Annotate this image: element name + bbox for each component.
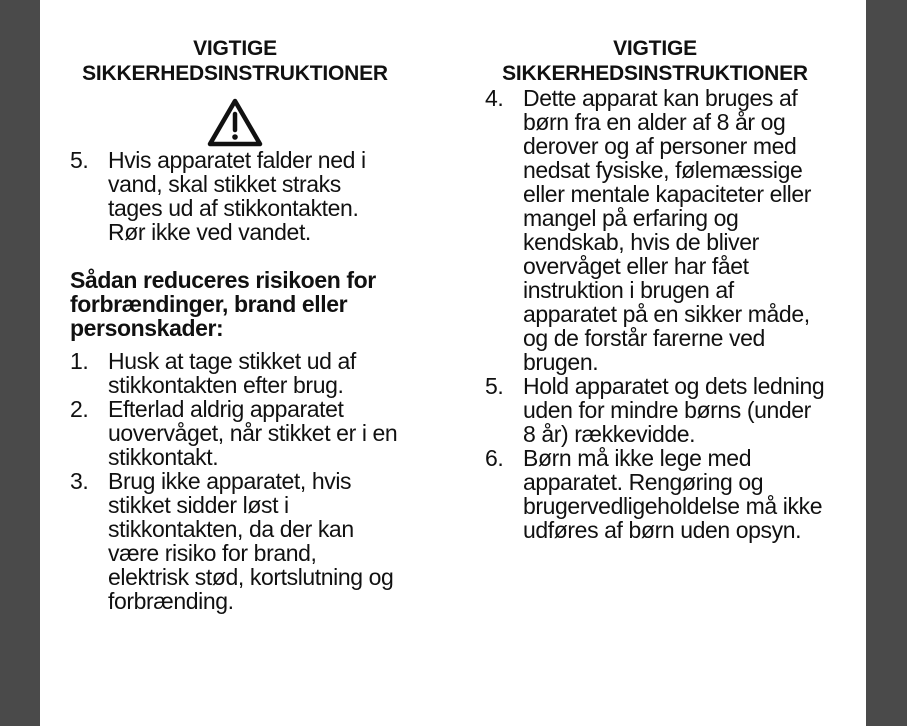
left-column	[70, 36, 400, 613]
safety-heading	[485, 36, 825, 86]
list-item	[70, 349, 400, 397]
item-number: 2.	[70, 396, 89, 422]
list-item	[485, 374, 825, 446]
item-number: 4.	[485, 85, 504, 111]
item-text: Hold apparatet og dets ledning uden for mindre børns (under 8 år) rækkevidde.	[523, 373, 825, 447]
left-top-list	[70, 148, 400, 244]
heading-line-1: VIGTIGE	[613, 37, 697, 60]
list-item	[70, 469, 400, 613]
safety-heading	[70, 36, 400, 86]
list-item	[70, 397, 400, 469]
item-number: 5.	[70, 147, 89, 173]
manual-page	[40, 0, 866, 726]
list-item	[485, 86, 825, 374]
item-number: 6.	[485, 445, 504, 471]
item-number: 1.	[70, 348, 89, 374]
heading-line-1: VIGTIGE	[193, 37, 277, 60]
right-column	[485, 36, 825, 542]
right-list	[485, 86, 825, 542]
list-item	[70, 148, 400, 244]
item-text: Dette apparat kan bruges af børn fra en alder af 8 år og derover og af personer med nedsat fysiske, følemæssige eller mentale kapaciteter eller mangel på erfaring og kendskab, hvis de bliver overvåget eller har fået instruktion i brugen af apparatet på en sikker måde, og de forstår farerne ved brugen.	[523, 85, 812, 375]
item-text: Efterlad aldrig apparatet uovervåget, når stikket er i en stikkontakt.	[108, 396, 398, 470]
list-item	[485, 446, 825, 542]
heading-line-2: SIKKERHEDSINSTRUKTIONER	[502, 62, 808, 85]
item-text: Brug ikke apparatet, hvis stikket sidder løst i stikkontakten, da der kan være risiko for brand, elektrisk stød, kortslutning og forbrænding.	[108, 468, 394, 614]
item-text: Husk at tage stikket ud af stikkontakten efter brug.	[108, 348, 356, 398]
item-text: Hvis apparatet falder ned i vand, skal stikket straks tages ud af stikkontakten. Rør ikke ved vandet.	[108, 147, 366, 245]
warning-triangle-icon	[207, 98, 263, 148]
item-text: Børn må ikke lege med apparatet. Rengøring og brugervedligeholdelse må ikke udføres af børn uden opsyn.	[523, 445, 823, 543]
item-number: 5.	[485, 373, 504, 399]
heading-line-2: SIKKERHEDSINSTRUKTIONER	[82, 62, 388, 85]
item-number: 3.	[70, 468, 89, 494]
left-list	[70, 349, 400, 613]
subheading: Sådan reduceres risikoen for forbrændinger, brand eller personskader:	[70, 267, 376, 341]
